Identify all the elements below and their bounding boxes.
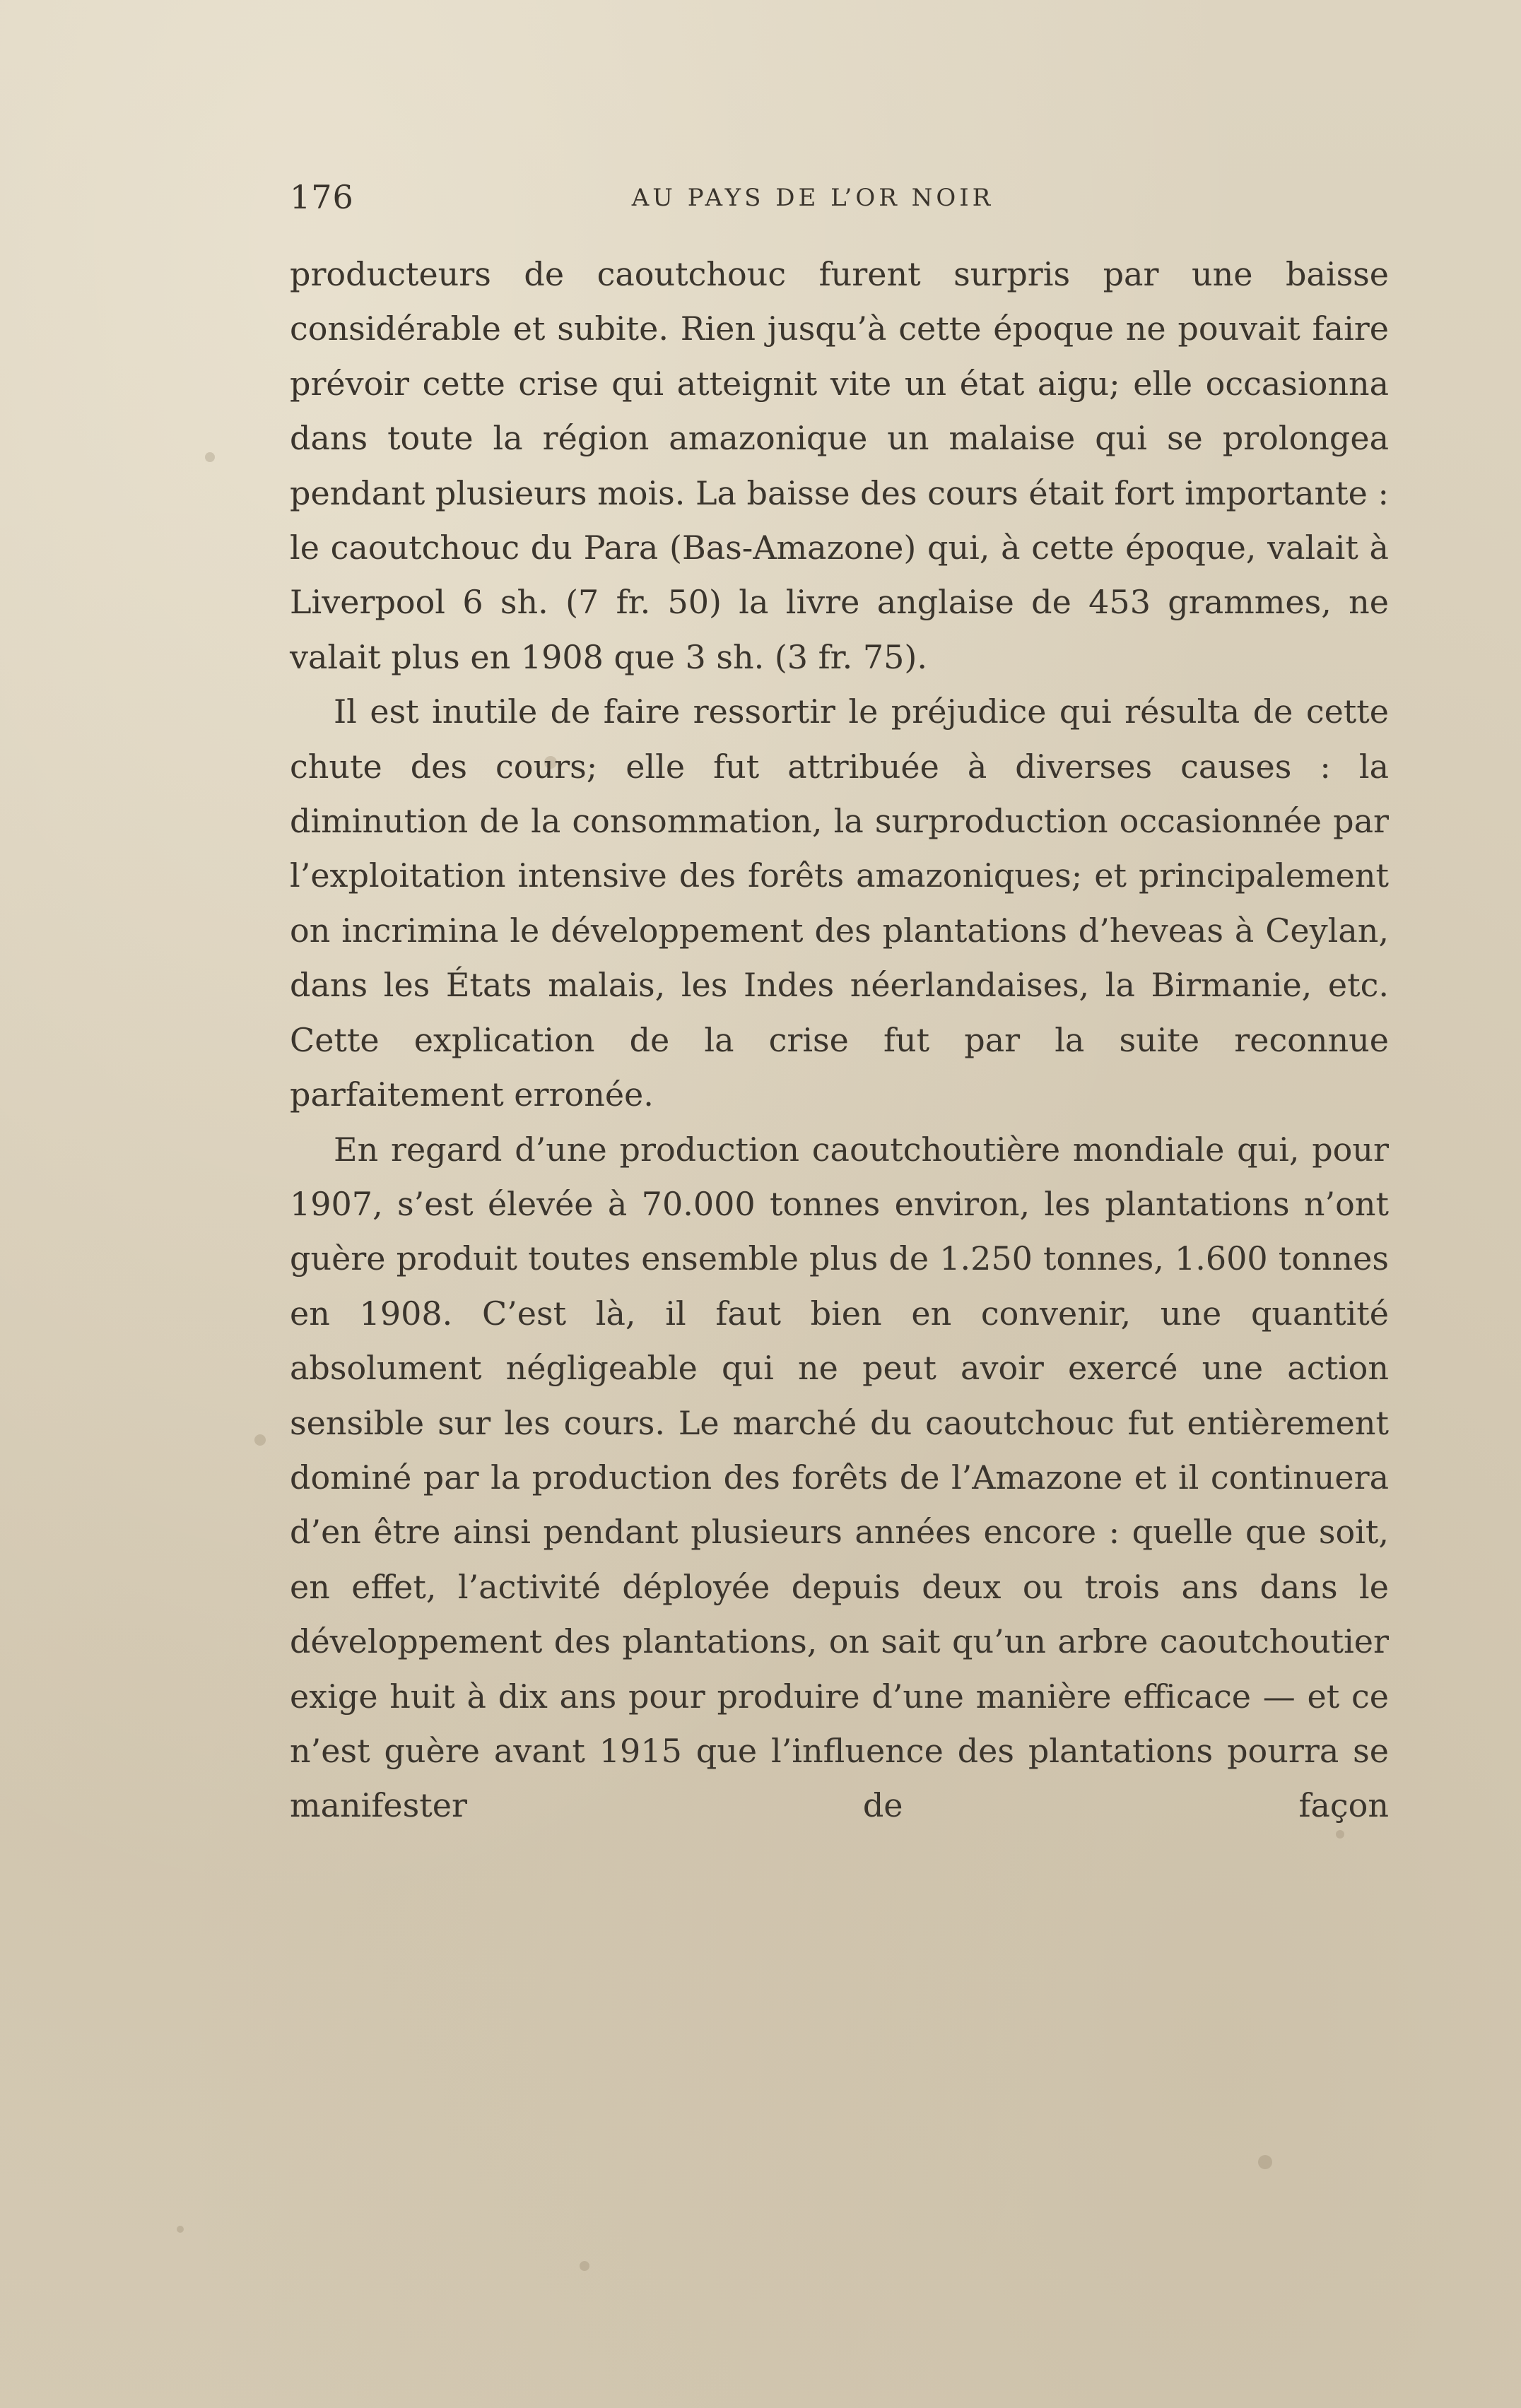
running-title: AU PAYS DE L’OR NOIR [631, 184, 994, 212]
paper-speck [1258, 2155, 1272, 2169]
page-header [290, 178, 1392, 220]
page-number: 176 [290, 178, 354, 216]
paper-speck [580, 2261, 589, 2271]
paper-speck [254, 1434, 266, 1446]
paragraph-2: Il est inutile de faire ressortir le préjudice qui résulta de cette chute des cours; elle fut attribuée à diverses causes : la diminution de la consommation, la surproduction occasionnée par l’exploitation intensive des forêts amazoniques; et principalement on incrimina le développement des plantations d’heveas à Ceylan, dans les États malais, les Indes néerlandaises, la Birmanie, etc. Cette explication de la crise fut par la suite reconnue parfaitement erronée. [290, 692, 1389, 1114]
paper-speck [205, 452, 215, 462]
body-text [290, 247, 1389, 1834]
paragraph-1: producteurs de caoutchouc furent surpris par une baisse considérable et subite. Rien jusqu’à cette époque ne pouvait faire prévoir cette crise qui atteignit vite un état aigu; elle occasionna dans toute la région amazonique un malaise qui se prolongea pendant plusieurs mois. La baisse des cours était fort importante : le caoutchouc du Para (Bas-Amazone) qui, à cette époque, valait à Liverpool 6 sh. (7 fr. 50) la livre anglaise de 453 grammes, ne valait plus en 1908 que 3 sh. (3 fr. 75). [290, 255, 1389, 676]
paragraph-3: En regard d’une production caoutchoutière mondiale qui, pour 1907, s’est élevée à 70.000 tonnes environ, les plantations n’ont guère produit toutes ensemble plus de 1.250 tonnes, 1.600 tonnes en 1908. C’est là, il faut bien en convenir, une quantité absolument négligeable qui ne peut avoir exercé une action sensible sur les cours. Le marché du caoutchouc fut entièrement dominé par la production des forêts de l’Amazone et il continuera d’en être ainsi pendant plusieurs années encore : quelle que soit, en effet, l’activité déployée depuis deux ou trois ans dans le développement des plantations, on sait qu’un arbre caoutchoutier exige huit à dix ans pour produire d’une manière efficace — et ce n’est guère avant 1915 que l’influence des plantations pourra se manifester de façon [290, 1130, 1389, 1825]
paper-speck [177, 2226, 184, 2233]
